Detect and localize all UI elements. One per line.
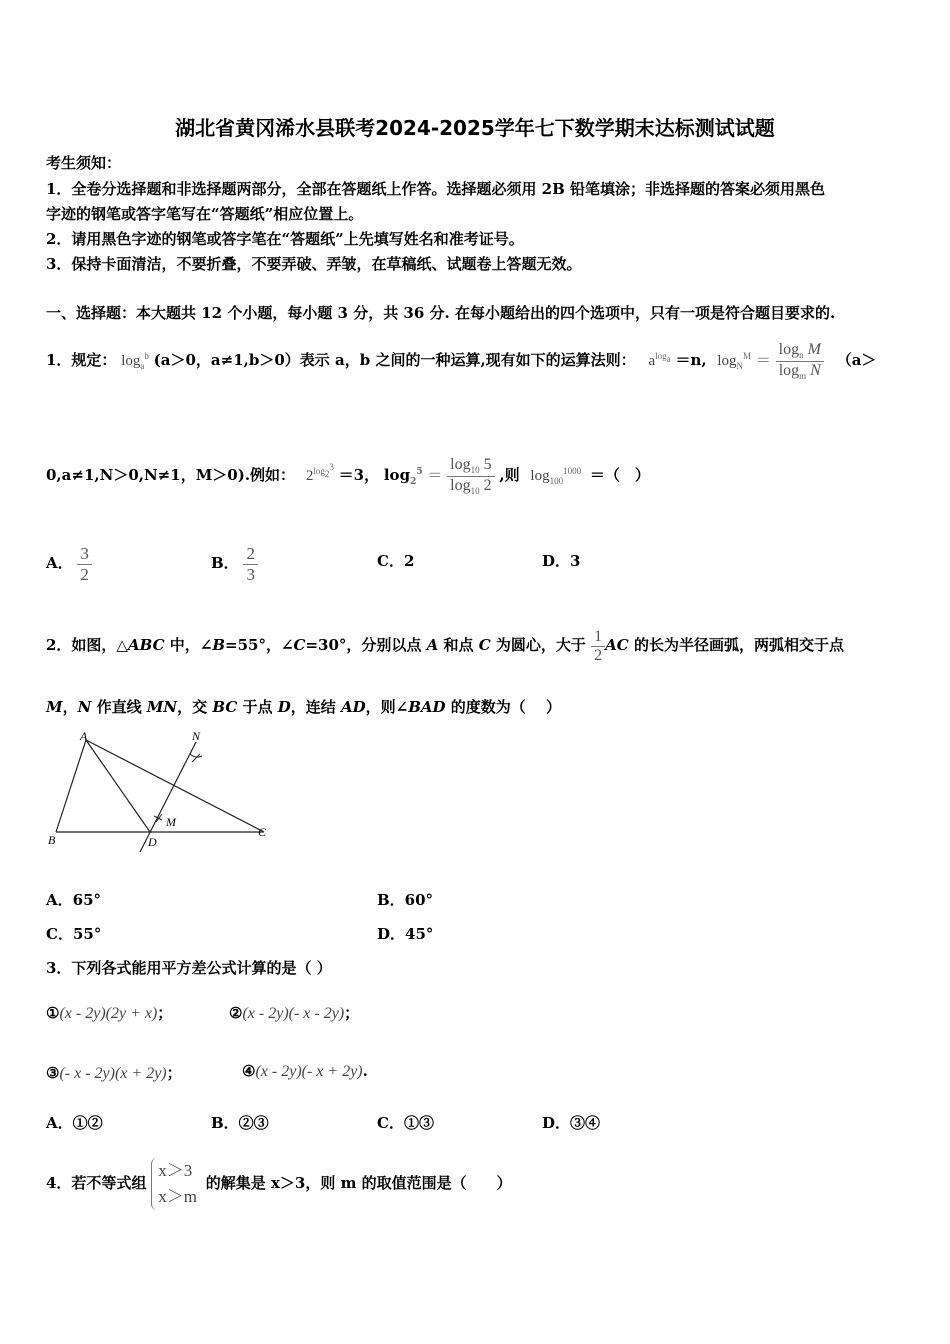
segment-ab <box>56 740 86 832</box>
notice-heading: 考生须知： <box>46 154 122 172</box>
segment-ad <box>86 740 150 832</box>
q1-condition-2: 0,a≠1,N＞0,N≠1，M＞0).例如： <box>46 466 296 484</box>
question-4-stem: 4．若不等式组 x＞3 x＞m 的解集是 x＞3，则 m 的取值范围是（ ） <box>46 1144 512 1210</box>
question-1-line-2: 0,a≠1,N＞0,N≠1，M＞0).例如： $2^{log_2^3} =3$， $\log_2^5$ ＝ $\frac{\log_{10} 5}{\log_{10} 2}$ ,则 $\log_{100}^{1000}$ ＝（ ） <box>46 456 650 496</box>
q1-example-1: ＝3， <box>338 466 380 484</box>
q1-rule-1: ＝n, <box>675 351 707 369</box>
arc-n-2 <box>192 754 200 762</box>
section-heading: 一、选择题：本大题共 12 个小题，每小题 3 分，共 36 分. 在每小题给出的四个选项中，只有一项是符合题目要求的. <box>46 304 836 322</box>
label-b: B <box>48 833 56 847</box>
q3-expression-4: ④(x - 2y)(- x + 2y). <box>242 1062 368 1080</box>
q3-option-c[interactable]: C．①③ <box>377 1114 434 1132</box>
question-3-stem: 3．下列各式能用平方差公式计算的是（ ） <box>46 959 332 977</box>
question-1-line-1: 1．规定： $\log_a^b (a>0$，a≠1,b＞0）表示 a，b 之间的一种运算,现有如下的运算法则： $a^{log_a} =n$, $\log_N^M$ ＝ $\frac{\log_n M}{\log_m N}$ （a＞ <box>46 341 877 381</box>
q1-rule-tail: （a＞ <box>836 351 877 369</box>
q1-option-b[interactable]: B． $\frac{2}{3}$ <box>211 522 258 585</box>
q2-option-b[interactable]: B．60° <box>377 891 434 909</box>
q3-option-b[interactable]: B．②③ <box>211 1114 269 1132</box>
q1-option-a-fraction: $\frac{3}{2}$ <box>77 544 92 585</box>
q1-example-2: $\log_2^5$ <box>383 466 423 487</box>
q3-expression-2: ②(x - 2y)(- x - 2y)； <box>229 1004 360 1022</box>
q2-triangle-figure <box>44 726 280 856</box>
q1-target-log: $\log_{100}^{1000}$ <box>530 466 582 486</box>
q1-rule-power: $a^{log_a}$ <box>648 351 671 369</box>
q1-option-c[interactable]: C．2 <box>377 552 415 570</box>
q2-half-fraction: $\frac{1}{2}$ <box>591 628 605 665</box>
label-m: M <box>166 815 176 829</box>
q2-option-a[interactable]: A．65° <box>46 891 102 909</box>
label-d: D <box>148 835 157 849</box>
q1-option-d[interactable]: D．3 <box>542 552 581 570</box>
q4-inequality-system: x＞3 x＞m <box>151 1158 197 1210</box>
q1-ask: ＝（ ） <box>589 466 650 484</box>
q1-option-a[interactable]: A． $\frac{3}{2}$ <box>46 522 92 585</box>
q1-rule-fraction: $\frac{\log_n M}{\log_m N}$ <box>776 341 824 380</box>
q1-option-b-fraction: $\frac{2}{3}$ <box>243 544 258 585</box>
q3-option-a[interactable]: A．①② <box>46 1114 103 1132</box>
q1-example-power: $2^{log_2^3}$ <box>305 462 334 484</box>
q1-condition: (a＞0，a≠1,b＞0）表示 a，b 之间的一种运算,现有如下的运算法则： <box>153 351 636 369</box>
notice-line-3: 3．保持卡面清洁，不要折叠，不要弄破、弄皱，在草稿纸、试题卷上答题无效。 <box>46 255 582 273</box>
q1-log-notation: $\log_a^b$ <box>121 351 149 371</box>
q2-option-d[interactable]: D．45° <box>377 925 434 943</box>
q1-example-fraction: $\frac{\log_{10} 5}{\log_{10} 2}$ <box>447 456 494 495</box>
q1-then: ,则 <box>499 466 520 484</box>
q1-rule-lhs: $\log_N^M$ <box>717 351 752 371</box>
q3-expression-3: ③(- x - 2y)(x + 2y)； <box>46 1064 182 1082</box>
question-2-line-1: 2．如图，△ABC 中，∠B=55°，∠C=30°，分别以点 A 和点 C 为圆心，大于 $\frac{1}{2}$ AC 的长为半径画弧，两弧相交于点 <box>46 627 844 664</box>
q3-option-d[interactable]: D．③④ <box>542 1114 601 1132</box>
q2-option-c[interactable]: C．55° <box>46 925 102 943</box>
q3-expression-1: ①(x - 2y)(2y + x)； <box>46 1004 173 1022</box>
notice-line-2: 2．请用黑色字迹的钢笔或答字笔在“答题纸”上先填写姓名和准考证号。 <box>46 230 524 248</box>
label-a: A <box>80 729 88 743</box>
notice-line-1a: 1．全卷分选择题和非选择题两部分，全部在答题纸上作答。选择题必须用 2B 铅笔填涂；非选择题的答案必须用黑色 <box>46 180 826 198</box>
label-n: N <box>192 729 201 743</box>
label-c: C <box>258 825 267 839</box>
notice-line-1b: 字迹的钢笔或答字笔写在“答题纸”相应位置上。 <box>46 205 364 223</box>
question-2-line-2: M，N 作直线 MN，交 BC 于点 D，连结 AD，则∠BAD 的度数为（ ） <box>46 698 561 716</box>
page-title: 湖北省黄冈浠水县联考2024-2025学年七下数学期末达标测试试题 <box>175 116 775 140</box>
q1-number: 1．规定： <box>46 351 117 369</box>
